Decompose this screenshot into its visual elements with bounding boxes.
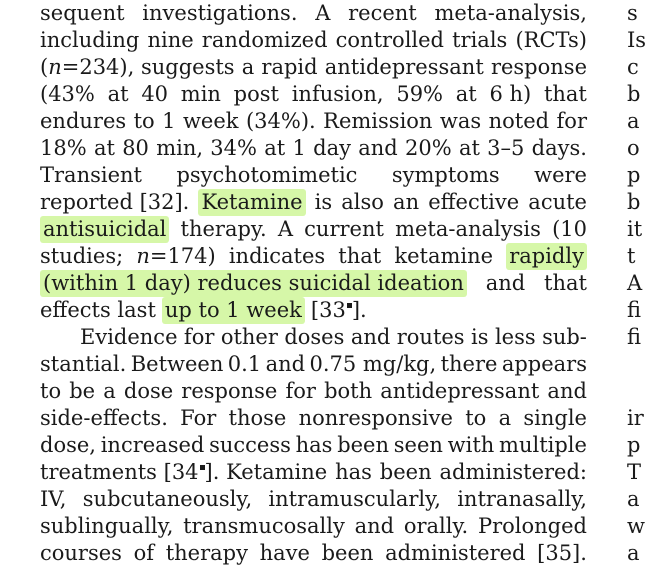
text-line-6: 18% at 80 min, 34% at 1 day and 20% at 3–5 days.	[40, 136, 587, 160]
text-line-14: stantial. Between 0.1 and 0.75 mg/kg, there appears	[40, 352, 587, 376]
document-page: sequent investigations. A recent meta-analysis, including nine randomized controlled trials (RCTs) (n=234), suggests a rapid antidepressant response (43% at 40 min post infusion, 59% at 6 h) that endures to 1 week (34%). Remission was noted for 18% at 80 min, 34% at 1 day and 20% at 3–5 days. Transient psychotomimetic symptoms were reported [32]. Ketamine is also an effective acute antisuicidal therapy. A current meta-analysis (10 studies; n=174) indicates that ketamine rapidly (within 1 day) reduces suicidal ideation and that effects last up to 1 week [33 ]. Evidence for other doses and routes is less sub- stantial. Between 0.1 and 0.75 mg/kg, there appears to be a dose response for both antidepressant and side-effects. For those nonresponsive to a single dose, increased success has been seen with multiple treatments [34 ]. Ketamine has been administered: IV, subcutaneously, intramuscularly, intranasally, sublingually, transmucosally and orally. Prolonged courses of therapy have been administered [35]. s Is c b a o p b it t A fi fi ir p T a w a	[0, 0, 639, 576]
text-line-7: Transient psychotomimetic symptoms were	[40, 163, 587, 187]
text-line-13: Evidence for other doses and routes is less sub-	[80, 325, 587, 349]
text-line-10: studies; n=174) indicates that ketamine rapidly	[40, 243, 587, 270]
text-line-15: to be a dose response for both antidepressant and	[40, 379, 587, 403]
text-line-19: IV, subcutaneously, intramuscularly, intranasally,	[40, 487, 587, 511]
text-line-3: (n=234), suggests a rapid antidepressant response	[40, 55, 587, 79]
text-line-16: side-effects. For those nonresponsive to a single	[40, 406, 587, 430]
text-line-11: (within 1 day) reduces suicidal ideation and that	[40, 270, 587, 297]
highlight-up-to-1-week: up to 1 week	[162, 297, 305, 324]
text-line-5: endures to 1 week (34%). Remission was noted for	[40, 109, 587, 133]
text-line-17: dose, increased success has been seen with multiple	[40, 433, 587, 457]
highlight-ketamine: Ketamine	[198, 189, 305, 216]
highlight-within-1-day: (within 1 day) reduces suicidal ideation	[40, 270, 467, 297]
highlight-rapidly: rapidly	[506, 243, 587, 270]
text-line-20: sublingually, transmucosally and orally. Prolonged	[40, 514, 587, 538]
highlight-antisuicidal: antisuicidal	[40, 216, 169, 243]
text-line-12: effects last up to 1 week [33 ].	[40, 298, 367, 322]
text-line-21: courses of therapy have been administered [35].	[40, 541, 587, 565]
text-line-8: reported [32]. Ketamine is also an effective acute	[40, 190, 587, 214]
text-line-1: sequent investigations. A recent meta-analysis,	[40, 1, 587, 25]
text-line-9: antisuicidal therapy. A current meta-analysis (10	[40, 216, 587, 243]
text-line-2: including nine randomized controlled trials (RCTs)	[40, 28, 587, 52]
text-line-4: (43% at 40 min post infusion, 59% at 6 h) that	[40, 82, 587, 106]
text-line-18: treatments [34 ]. Ketamine has been administered:	[40, 460, 587, 484]
